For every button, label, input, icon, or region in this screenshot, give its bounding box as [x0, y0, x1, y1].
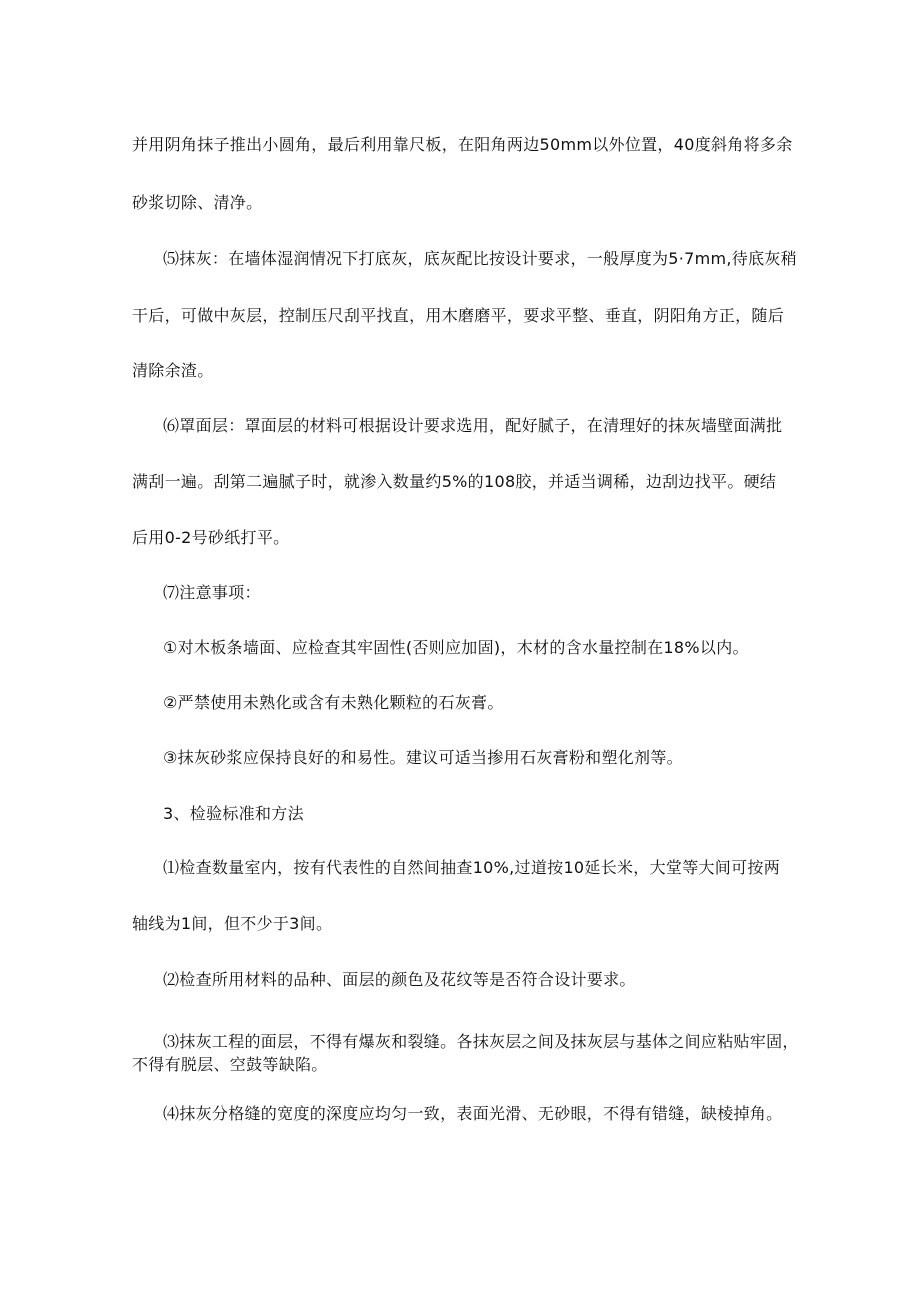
text-line: 并用阴角抹子推出小圆角，最后利用靠尺板，在阳角两边50mm以外位置，40度斜角将多余: [132, 135, 793, 154]
text-line: ⑹罩面层：罩面层的材料可根据设计要求选用，配好腻子，在清理好的抹灰墙壁面满批: [163, 416, 783, 435]
text-line: 满刮一遍。刮第二遍腻子时，就渗入数量约5%的108胶，并适当调稀，边刮边找平。硬结: [132, 472, 777, 491]
text-line: ⑸抹灰：在墙体湿润情况下打底灰，底灰配比按设计要求，一般厚度为5·7mm,待底灰稍: [163, 249, 798, 268]
text-line: ⑺注意事项：: [163, 583, 261, 602]
section-heading: 3、检验标准和方法: [163, 804, 304, 823]
text-line: ⑵检查所用材料的品种、面层的颜色及花纹等是否符合设计要求。: [163, 970, 636, 989]
text-line: ①对木板条墙面、应检查其牢固性(否则应加固)，木材的含水量控制在18%以内。: [163, 638, 749, 657]
text-line: 清除余渣。: [132, 361, 214, 380]
text-line: 不得有脱层、空鼓等缺陷。: [132, 1055, 328, 1074]
text-line: 砂浆切除、清净。: [132, 193, 263, 212]
text-line: 轴线为1间，但不少于3间。: [132, 914, 333, 933]
text-line: ⑶抹灰工程的面层，不得有爆灰和裂缝。各抹灰层之间及抹灰层与基体之间应粘贴牢固，: [163, 1032, 799, 1051]
text-line: 干后，可做中灰层，控制压尺刮平找直，用木磨磨平，要求平整、垂直，阴阳角方正，随后: [132, 306, 785, 325]
text-line: ⑷抹灰分格缝的宽度的深度应均匀一致，表面光滑、无砂眼，不得有错缝，缺棱掉角。: [163, 1104, 783, 1123]
text-line: 后用0-2号砂纸打平。: [132, 528, 290, 547]
text-line: ③抹灰砂浆应保持良好的和易性。建议可适当掺用石灰膏粉和塑化剂等。: [163, 748, 683, 767]
text-line: ⑴检查数量室内，按有代表性的自然间抽查10%,过道按10延长米，大堂等大间可按两: [163, 858, 781, 877]
text-line: ②严禁使用未熟化或含有未熟化颗粒的石灰膏。: [163, 693, 504, 712]
